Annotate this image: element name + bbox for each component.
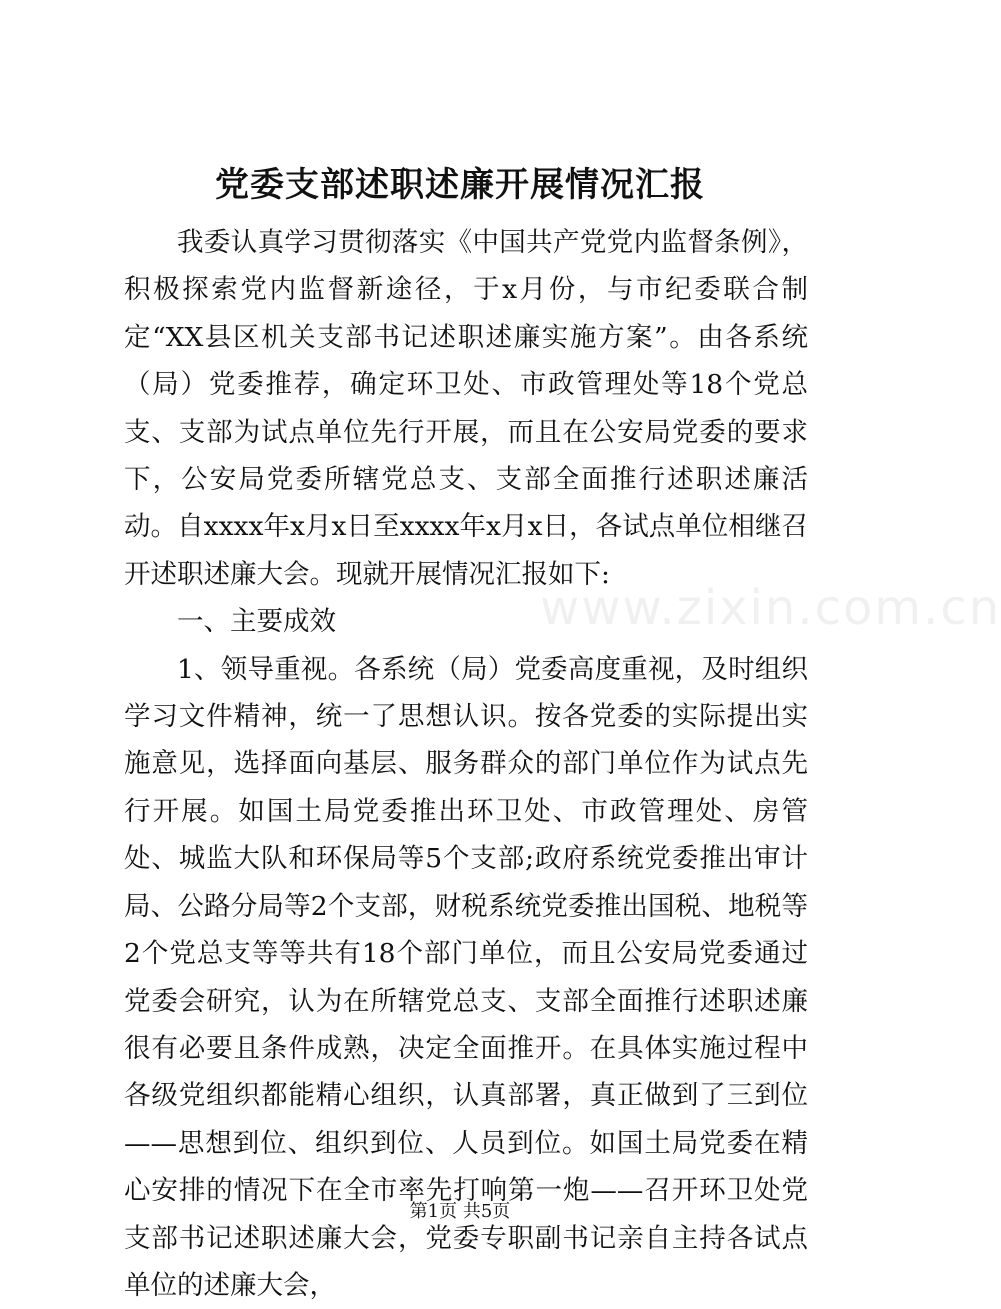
document-title: 党委支部述职述廉开展情况汇报 bbox=[215, 165, 705, 205]
page-footer: 第1页 共5页 bbox=[409, 1201, 511, 1222]
section-heading-main-results: 一、主要成效 bbox=[177, 606, 336, 638]
site-watermark: www.zixin.com.cn bbox=[540, 580, 1001, 636]
document-body bbox=[124, 219, 808, 1309]
paragraph-intro: 我委认真学习贯彻落实《中国共产党党内监督条例》，积极探索党内监督新途径，于x月份，与市纪委联合制定“XX县区机关支部书记述职述廉实施方案”。由各系统（局）党委推荐，确定环卫处、市政管理处等18个党总支、支部为试点单位先行开展，而且在公安局党委的要求下，公安局党委所辖党总支、支部全面推行述职述廉活动。自xxxx年x月x日至xxxx年x月x日，各试点单位相继召开述职述廉大会。现就开展情况汇报如下: bbox=[124, 227, 808, 590]
paragraph-leadership: 1、领导重视。各系统（局）党委高度重视，及时组织学习文件精神，统一了思想认识。按各党委的实际提出实施意见，选择面向基层、服务群众的部门单位作为试点先行开展。如国土局党委推出环卫处、市政管理处、房管处、城监大队和环保局等5个支部;政府系统党委推出审计局、公路分局等2个支部，财税系统党委推出国税、地税等2个党总支等等共有18个部门单位，而且公安局党委通过党委会研究，认为在所辖党总支、支部全面推行述职述廉很有必要且条件成熟，决定全面推开。在具体实施过程中各级党组织都能精心组织，认真部署，真正做到了三到位——思想到位、组织到位、人员到位。如国土局党委在精心安排的情况下在全市率先打响第一炮——召开环卫处党支部书记述职述廉大会，党委专职副书记亲自主持各试点单位的述廉大会， bbox=[124, 653, 808, 1301]
